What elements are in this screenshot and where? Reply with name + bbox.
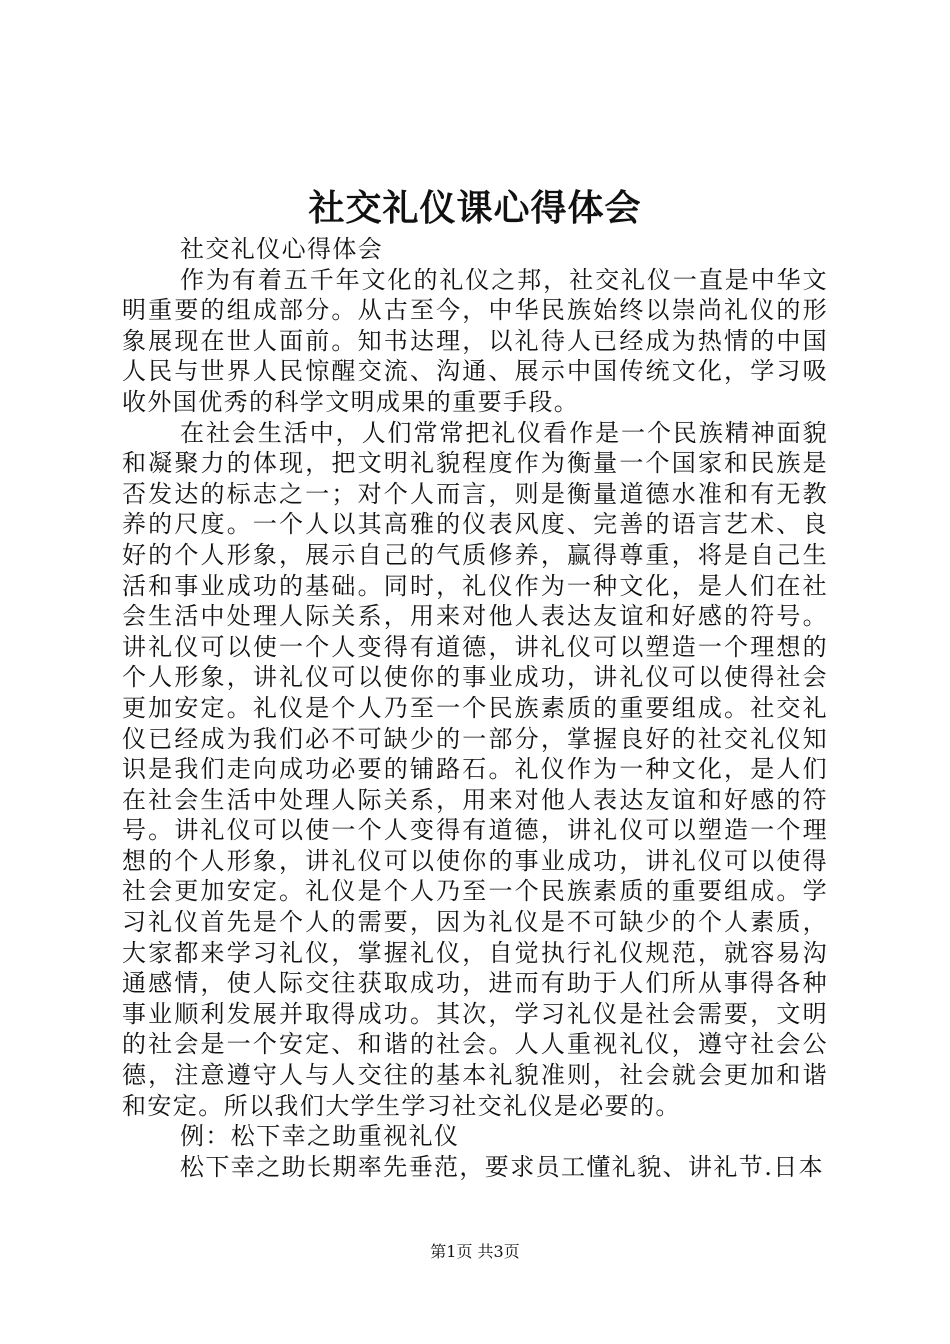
paragraph-example: 松下幸之助长期率先垂范，要求员工懂礼貌、讲礼节.日本 — [180, 1152, 825, 1181]
paragraph-intro: 作为有着五千年文化的礼仪之邦，社交礼仪一直是中华文明重要的组成部分。从古至今，中华民族始终以崇尚礼仪的形象展现在世人面前。知书达理，以礼待人已经成为热情的中国人民与世界人民惊醒交流、沟通、展示中国传统文化，学习吸收外国优秀的科学文明成果的重要手段。 — [122, 265, 828, 416]
page-number-footer: 第1页 共3页 — [430, 1242, 520, 1261]
paragraph-example-heading: 例：松下幸之助重视礼仪 — [180, 1122, 460, 1151]
paragraph-subtitle: 社交礼仪心得体会 — [180, 235, 384, 263]
document-body — [122, 234, 828, 1182]
document-title: 社交礼仪课心得体会 — [308, 187, 642, 229]
paragraph-main: 在社会生活中，人们常常把礼仪看作是一个民族精神面貌和凝聚力的体现，把文明礼貌程度作为衡量一个国家和民族是否发达的标志之一；对个人而言，则是衡量道德水准和有无教养的尺度。一个人以其高雅的仪表风度、完善的语言艺术、良好的个人形象，展示自己的气质修养，赢得尊重，将是自己生活和事业成功的基础。同时，礼仪作为一种文化，是人们在社会生活中处理人际关系，用来对他人表达友谊和好感的符号。讲礼仪可以使一个人变得有道德，讲礼仪可以塑造一个理想的个人形象，讲礼仪可以使你的事业成功，讲礼仪可以使得社会更加安定。礼仪是个人乃至一个民族素质的重要组成。社交礼仪已经成为我们必不可缺少的一部分，掌握良好的社交礼仪知识是我们走向成功必要的铺路石。礼仪作为一种文化，是人们在社会生活中处理人际关系，用来对他人表达友谊和好感的符号。讲礼仪可以使一个人变得有道德，讲礼仪可以塑造一个理想的个人形象，讲礼仪可以使你的事业成功，讲礼仪可以使得社会更加安定。礼仪是个人乃至一个民族素质的重要组成。学习礼仪首先是个人的需要，因为礼仪是不可缺少的个人素质，大家都来学习礼仪，掌握礼仪，自觉执行礼仪规范，就容易沟通感情，使人际交往获取成功，进而有助于人们所从事得各种事业顺利发展并取得成功。其次，学习礼仪是社会需要，文明的社会是一个安定、和谐的社会。人人重视礼仪，遵守社会公德，注意遵守人与人交往的基本礼貌准则，社会就会更加和谐和安定。所以我们大学生学习社交礼仪是必要的。 — [122, 418, 828, 1120]
